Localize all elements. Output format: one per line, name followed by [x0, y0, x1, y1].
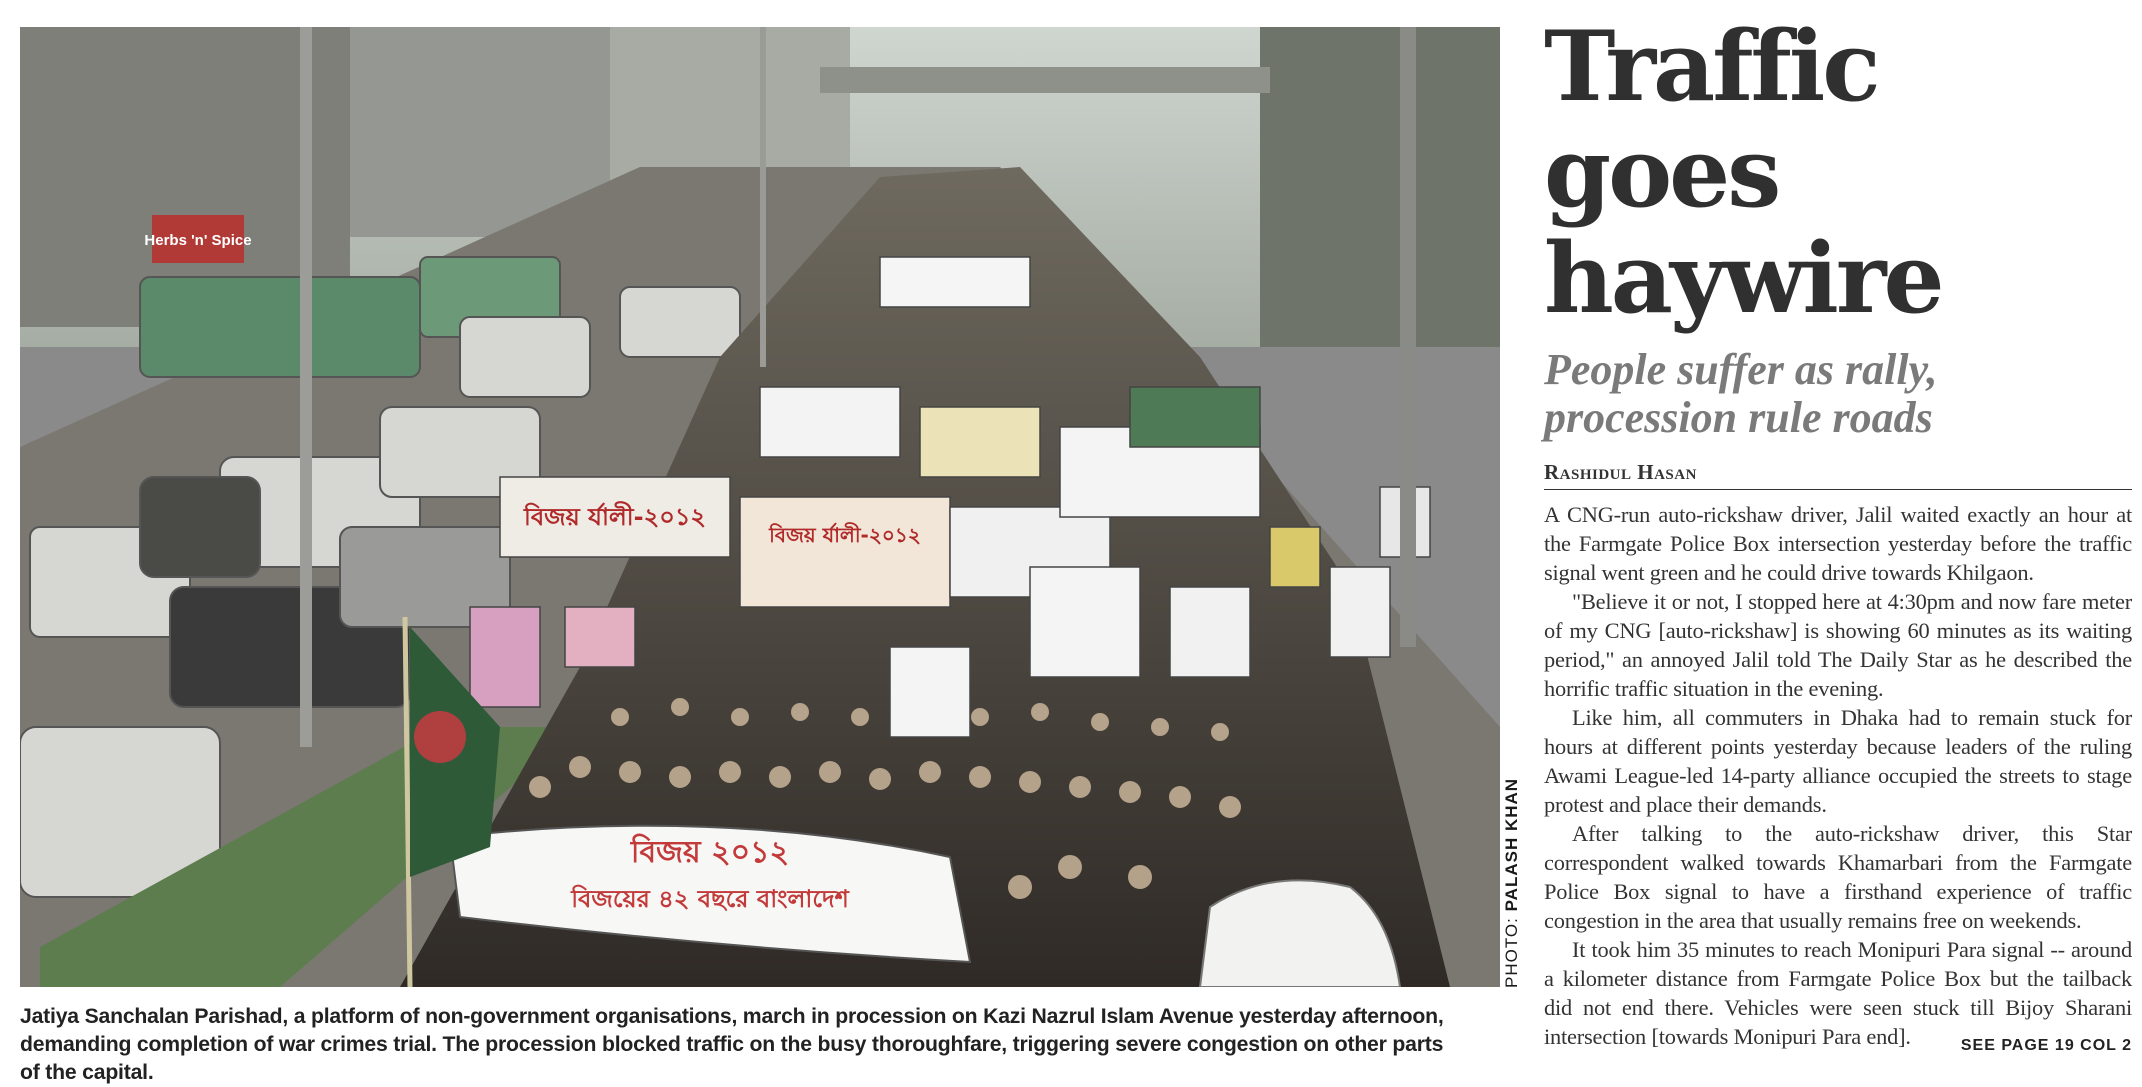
front-banner-line2: বিজয়ের ৪২ বছরে বাংলাদেশ	[571, 885, 849, 913]
article-paragraph: It took him 35 minutes to reach Monipuri Para signal -- around a kilometer distance from Farmgate Police Box but the tailback did not end there. Vehicles were seen stuck till Bijoy Sharani intersection [towards Monipuri Para end].	[1544, 937, 2132, 1049]
banner-text-center: বিজয় র্যালী-২০১২	[769, 523, 921, 547]
article-body	[1544, 500, 2132, 1051]
procession-photo	[20, 27, 1500, 987]
deck-line-1: People suffer as rally,	[1544, 345, 1938, 394]
article	[1544, 10, 2132, 1051]
banner-text-top-left: বিজয় র্যালী-২০১২	[523, 503, 707, 531]
article-paragraph: A CNG-run auto-rickshaw driver, Jalil waited exactly an hour at the Farmgate Police Box intersection yesterday before the traffic signal went green and he could drive towards Khilgaon.	[1544, 502, 2132, 585]
article-paragraph: "Believe it or not, I stopped here at 4:30pm and now fare meter of my CNG [auto-rickshaw] is showing 60 minutes as its waiting period," an annoyed Jalil told The Daily Star as he described the horrific traffic situation in the evening.	[1544, 589, 2132, 701]
article-paragraph: Like him, all commuters in Dhaka had to remain stuck for hours at different points yesterday because leaders of the ruling Awami League-led 14-party alliance occupied the streets to stage protest and place their demands.	[1544, 705, 2132, 817]
headline-line-2: haywire	[1544, 222, 1942, 335]
photo-credit-prefix: PHOTO:	[1502, 911, 1521, 988]
shop-sign-text: Herbs 'n' Spice	[144, 232, 252, 249]
procession-photo-illustration	[20, 27, 1500, 987]
front-banner-line1: বিজয় ২০১২	[630, 835, 790, 870]
deck-line-2: procession rule roads	[1544, 393, 1933, 442]
headline-line-1: Traffic goes	[1544, 10, 1878, 229]
article-paragraph: After talking to the auto-rickshaw driver, this Star correspondent walked towards Khamarbari from the Farmgate Police Box signal to have a firsthand experience of traffic congestion in the area that usually remains free on weekends.	[1544, 821, 2132, 933]
headline	[1544, 10, 2132, 335]
byline: Rashidul Hasan	[1544, 460, 2132, 490]
jump-line[interactable]: SEE PAGE 19 COL 2	[1960, 1037, 2132, 1054]
deck	[1544, 346, 2132, 442]
photo-credit-name: PALASH KHAN	[1502, 777, 1521, 912]
photo-caption: Jatiya Sanchalan Parishad, a platform of non-government organisations, march in procession on Kazi Nazrul Islam Avenue yesterday afternoon, demanding completion of war crimes trial. The procession blocked traffic on the busy thoroughfare, triggering severe congestion on other parts of the capital.	[20, 1005, 1444, 1084]
